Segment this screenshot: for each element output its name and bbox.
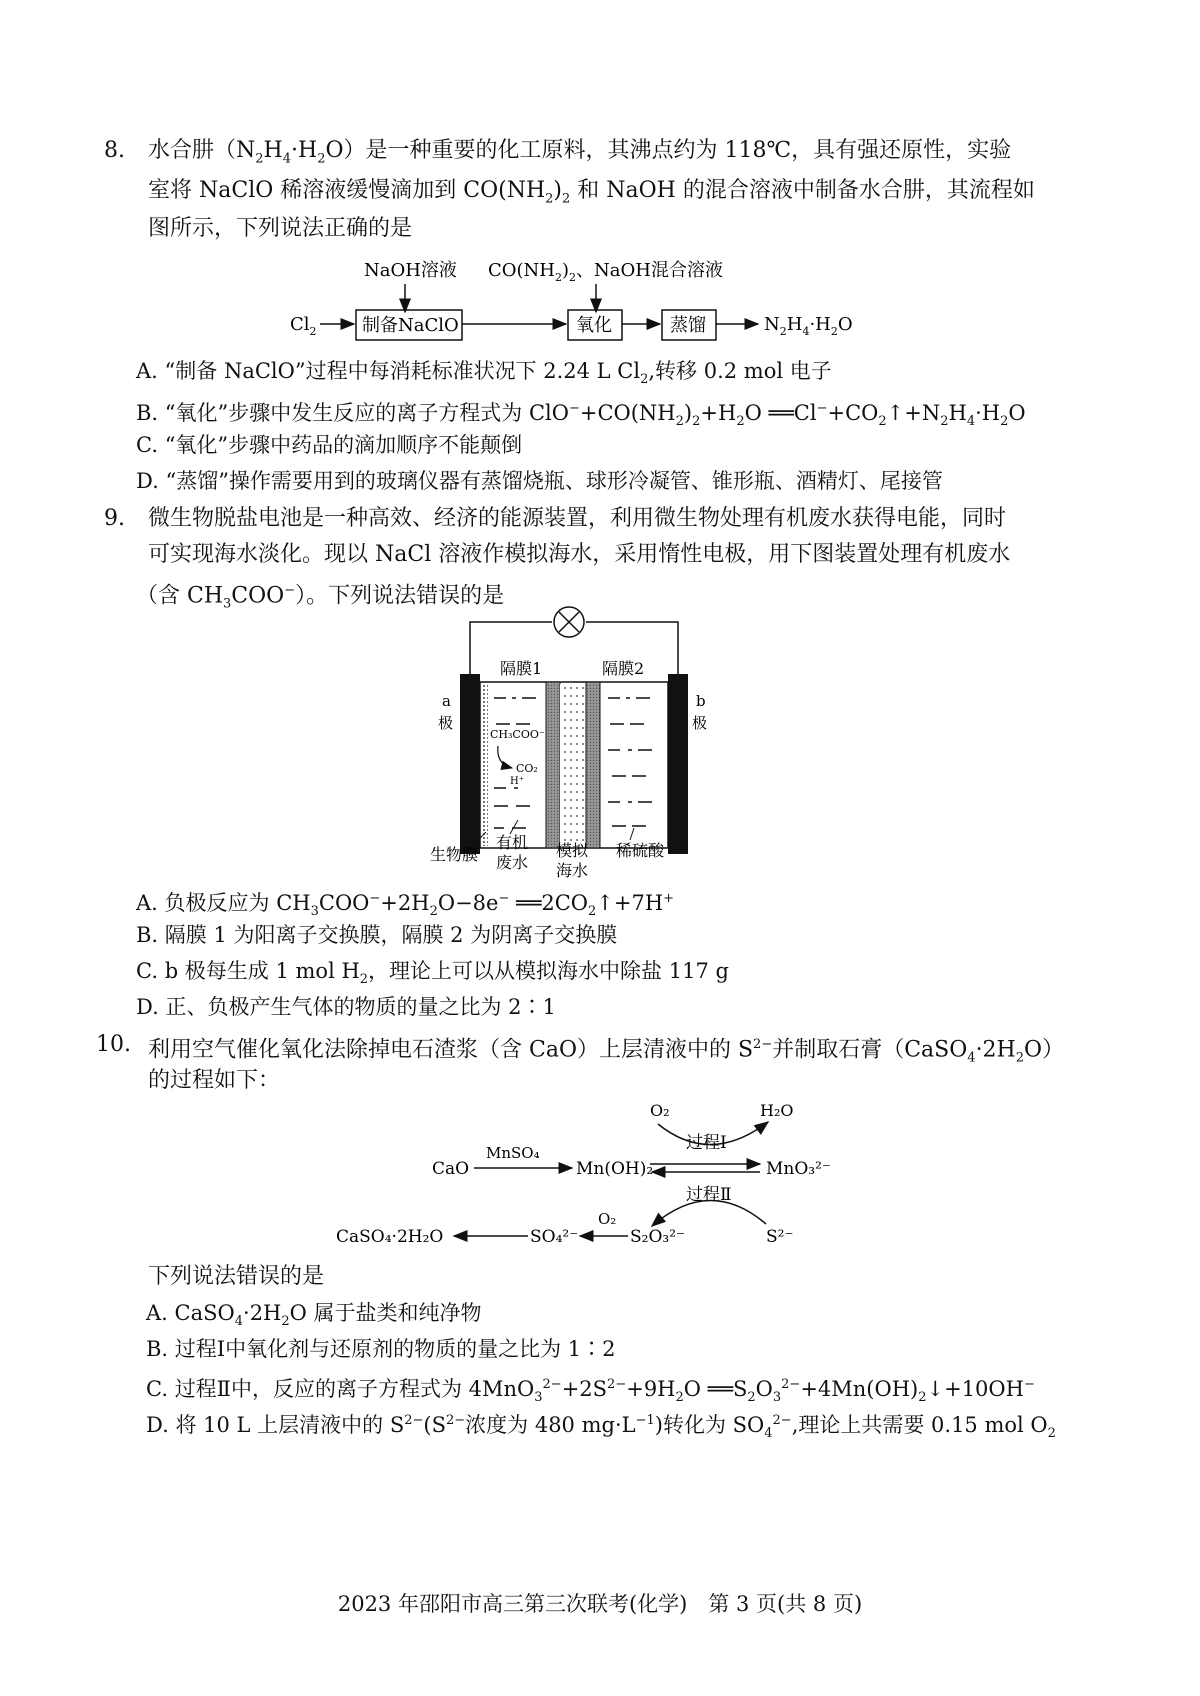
q8-flow-diagram: [290, 250, 940, 370]
electrode-a: [460, 674, 480, 854]
q8-line3: 图所示，下列说法正确的是: [148, 216, 413, 241]
o2-mid: O₂: [598, 1210, 617, 1228]
mnoh2-label: Mn(OH)₂: [576, 1159, 654, 1179]
flow-box-distill: 蒸馏: [670, 315, 706, 336]
q9-option-a: A. 负极反应为 $CH_3COO^-+2H_2O-8e^-$ $══2CO_2↑+7H^+$: [136, 891, 675, 920]
organic-label-2: 废水: [496, 853, 529, 872]
electrode-b-label-char: 极: [692, 714, 708, 732]
seawater-label-1: 模拟: [556, 841, 589, 860]
q8-line2: 室将 NaClO 稀溶液缓慢滴加到 $CO(NH_2)_2$ 和 NaOH 的混合溶液中制备水合肼，其流程如: [148, 178, 1035, 207]
biofilm-label: 生物膜: [430, 845, 479, 864]
q10-process-diagram: [330, 1096, 850, 1256]
simulated-seawater: [560, 684, 586, 846]
flow-co-label: $CO(NH_2)_2$、NaOH混合溶液: [488, 260, 723, 284]
biofilm: [482, 684, 488, 846]
so4-label: SO₄²⁻: [530, 1227, 579, 1247]
electrode-a-label-letter: a: [442, 692, 451, 710]
flow-cl2: $Cl_2$: [290, 314, 317, 338]
q10-option-a: A. $CaSO_4\cdot 2H_2O$ 属于盐类和纯净物: [146, 1301, 482, 1330]
q10-number: 10.: [96, 1032, 131, 1057]
o2-top: O₂: [650, 1101, 670, 1120]
h-plus-label: H⁺: [510, 776, 524, 787]
electrode-a-label-char: 极: [438, 714, 454, 732]
mno3-label: MnO₃²⁻: [766, 1159, 831, 1179]
caso4-label: CaSO₄·2H₂O: [336, 1227, 444, 1247]
co2-label: CO₂: [516, 762, 538, 775]
flow-product: $N_2H_4\cdot H_2O$: [764, 314, 853, 338]
q10-ask: 下列说法错误的是: [148, 1264, 325, 1289]
q9-line2: 可实现海水淡化。现以 NaCl 溶液作模拟海水，采用惰性电极，用下图装置处理有机废水: [148, 542, 1011, 567]
membrane-1: [546, 682, 560, 848]
q9-option-d: D. 正、负极产生气体的物质的量之比为 2∶1: [136, 995, 556, 1019]
q8-option-d: D. “蒸馏”操作需要用到的玻璃仪器有蒸馏烧瓶、球形冷凝管、锥形瓶、酒精灯、尾接管: [136, 469, 943, 493]
ch3coo-label: CH₃COO⁻: [490, 728, 545, 741]
membrane-2-label: 隔膜2: [602, 659, 645, 678]
q9-number: 9.: [104, 506, 125, 531]
s2o3-label: S₂O₃²⁻: [630, 1227, 686, 1247]
q9-option-c: C. b 极每生成 1 mol $H_2$，理论上可以从模拟海水中除盐 117 g: [136, 959, 729, 988]
q8-option-c: C. “氧化”步骤中药品的滴加顺序不能颠倒: [136, 433, 523, 457]
flow-box-oxidize: 氧化: [576, 315, 612, 336]
q10-line1: 利用空气催化氧化法除掉电石渣浆（含 CaO）上层清液中的 $S^{2-}$并制取石膏$(CaSO_4\cdot 2H_2O)$: [148, 1037, 1065, 1066]
electrode-b: [668, 674, 688, 854]
seawater-label-2: 海水: [556, 861, 589, 880]
s2-label: S²⁻: [766, 1227, 794, 1247]
q8-number: 8.: [104, 138, 125, 163]
flow-box-prepare: 制备NaClO: [362, 315, 459, 336]
q9-option-b: B. 隔膜 1 为阳离子交换膜，隔膜 2 为阴离子交换膜: [136, 923, 618, 947]
electrode-b-label-letter: b: [696, 692, 706, 710]
membrane-2: [586, 682, 600, 848]
q8-line1: 水合肼$(N_2H_4\cdot H_2O)$是一种重要的化工原料，其沸点约为 118℃，具有强还原性，实验: [148, 138, 1012, 167]
cao-label: CaO: [432, 1159, 470, 1179]
q8-option-a: A. “制备 NaClO”过程中每消耗标准状况下 2.24 L $Cl_2$,转移 0.2 mol 电子: [136, 359, 832, 388]
q10-line2: 的过程如下：: [148, 1068, 281, 1093]
h2o-top: H₂O: [760, 1101, 794, 1120]
q10-option-b: B. 过程Ⅰ中氧化剂与还原剂的物质的量之比为 1∶2: [146, 1337, 616, 1361]
process-2-label: 过程Ⅱ: [686, 1185, 732, 1205]
flow-naoh-label: NaOH溶液: [364, 260, 457, 281]
mnso4-label: MnSO₄: [486, 1144, 540, 1162]
q9-line1: 微生物脱盐电池是一种高效、经济的能源装置，利用微生物处理有机废水获得电能，同时: [148, 506, 1007, 531]
q10-option-c: C. 过程Ⅱ中，反应的离子方程式为 $4MnO_3^{2-}+2S^{2-}+9H_2O$ $══S_2O_3^{2-}+4Mn(OH)_2↓+10OH^-$: [146, 1377, 1035, 1406]
membrane-1-label: 隔膜1: [500, 659, 543, 678]
q8-option-b: B. “氧化”步骤中发生反应的离子方程式为 $ClO^-+CO(NH_2)_2+H_2O$ $══Cl^-+CO_2↑+N_2H_4\cdot H_2O$: [136, 401, 1026, 430]
acid-label: 稀硫酸: [616, 841, 665, 860]
process-1-label: 过程Ⅰ: [686, 1133, 727, 1153]
q9-cell-diagram: [430, 612, 730, 882]
q9-line3: （含 $CH_3COO^-$）。下列说法错误的是: [136, 583, 505, 612]
page-footer: 2023 年邵阳市高三第三次联考(化学) 第 3 页(共 8 页): [337, 1592, 863, 1616]
organic-label-1: 有机: [496, 833, 529, 852]
q10-option-d: D. 将 10 L 上层清液中的 $S^{2-}(S^{2-}$浓度为 480 $mg\cdot L^{-1}$)转化为 $SO_4^{2-}$,理论上共需要 0.15 mol $O_2$: [146, 1413, 1056, 1442]
